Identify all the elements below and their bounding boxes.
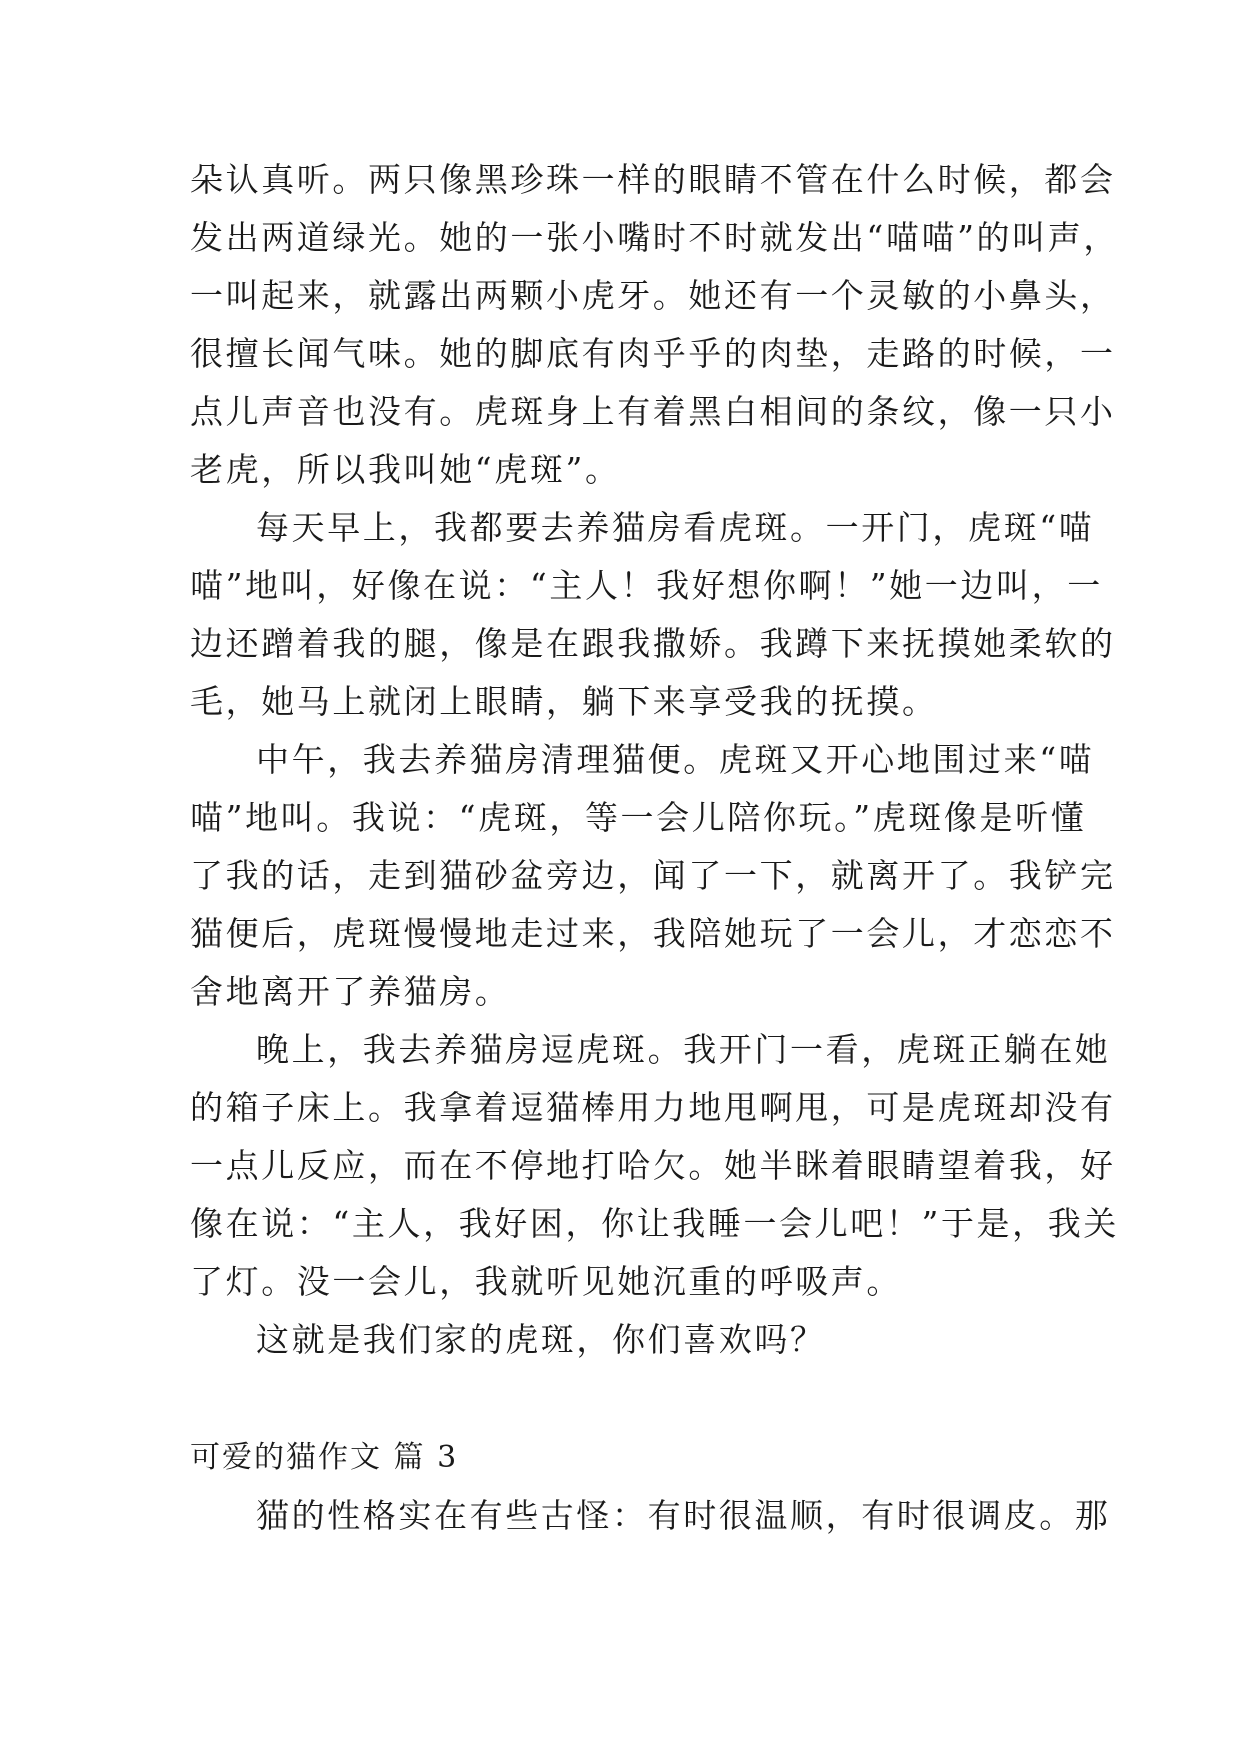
text-line: 猫便后，虎斑慢慢地走过来，我陪她玩了一会儿，才恋恋不 <box>190 914 1116 953</box>
text-line: 毛，她马上就闭上眼睛，躺下来享受我的抚摸。 <box>190 682 938 721</box>
text-line: 喵”地叫，好像在说：“主人！我好想你啊！”她一边叫，一 <box>190 566 1103 605</box>
text-line: 老虎，所以我叫她“虎斑”。 <box>190 450 621 489</box>
text-line: 一叫起来，就露出两颗小虎牙。她还有一个灵敏的小鼻头， <box>190 276 1116 315</box>
text-line: 边还蹭着我的腿，像是在跟我撒娇。我蹲下来抚摸她柔软的 <box>190 624 1116 663</box>
text-line: 的箱子床上。我拿着逗猫棒用力地甩啊甩，可是虎斑却没有 <box>190 1088 1116 1127</box>
text-line: 发出两道绿光。她的一张小嘴时不时就发出“喵喵”的叫声， <box>190 218 1119 257</box>
paragraph-first-line: 这就是我们家的虎斑，你们喜欢吗？ <box>256 1320 826 1359</box>
paragraph-first-line: 中午，我去养猫房清理猫便。虎斑又开心地围过来“喵 <box>256 740 1095 779</box>
text-line: 像在说：“主人，我好困，你让我睡一会儿吧！”于是，我关 <box>190 1204 1119 1243</box>
text-line: 舍地离开了养猫房。 <box>190 972 511 1011</box>
text-line: 朵认真听。两只像黑珍珠一样的眼睛不管在什么时候，都会 <box>190 160 1116 199</box>
paragraph-first-line: 每天早上，我都要去养猫房看虎斑。一开门，虎斑“喵 <box>256 508 1095 547</box>
text-line: 一点儿反应，而在不停地打哈欠。她半眯着眼睛望着我，好 <box>190 1146 1116 1185</box>
text-line: 了灯。没一会儿，我就听见她沉重的呼吸声。 <box>190 1262 902 1301</box>
text-line: 了我的话，走到猫砂盆旁边，闻了一下，就离开了。我铲完 <box>190 856 1116 895</box>
text-line: 喵”地叫。我说：“虎斑，等一会儿陪你玩。”虎斑像是听懂 <box>190 798 1087 837</box>
text-line: 点儿声音也没有。虎斑身上有着黑白相间的条纹，像一只小 <box>190 392 1116 431</box>
section-heading: 可爱的猫作文 篇 3 <box>190 1440 459 1475</box>
paragraph-first-line: 晚上，我去养猫房逗虎斑。我开门一看，虎斑正躺在她 <box>256 1030 1111 1069</box>
paragraph-first-line: 猫的性格实在有些古怪：有时很温顺，有时很调皮。那 <box>256 1496 1111 1535</box>
text-line: 很擅长闻气味。她的脚底有肉乎乎的肉垫，走路的时候，一 <box>190 334 1116 373</box>
